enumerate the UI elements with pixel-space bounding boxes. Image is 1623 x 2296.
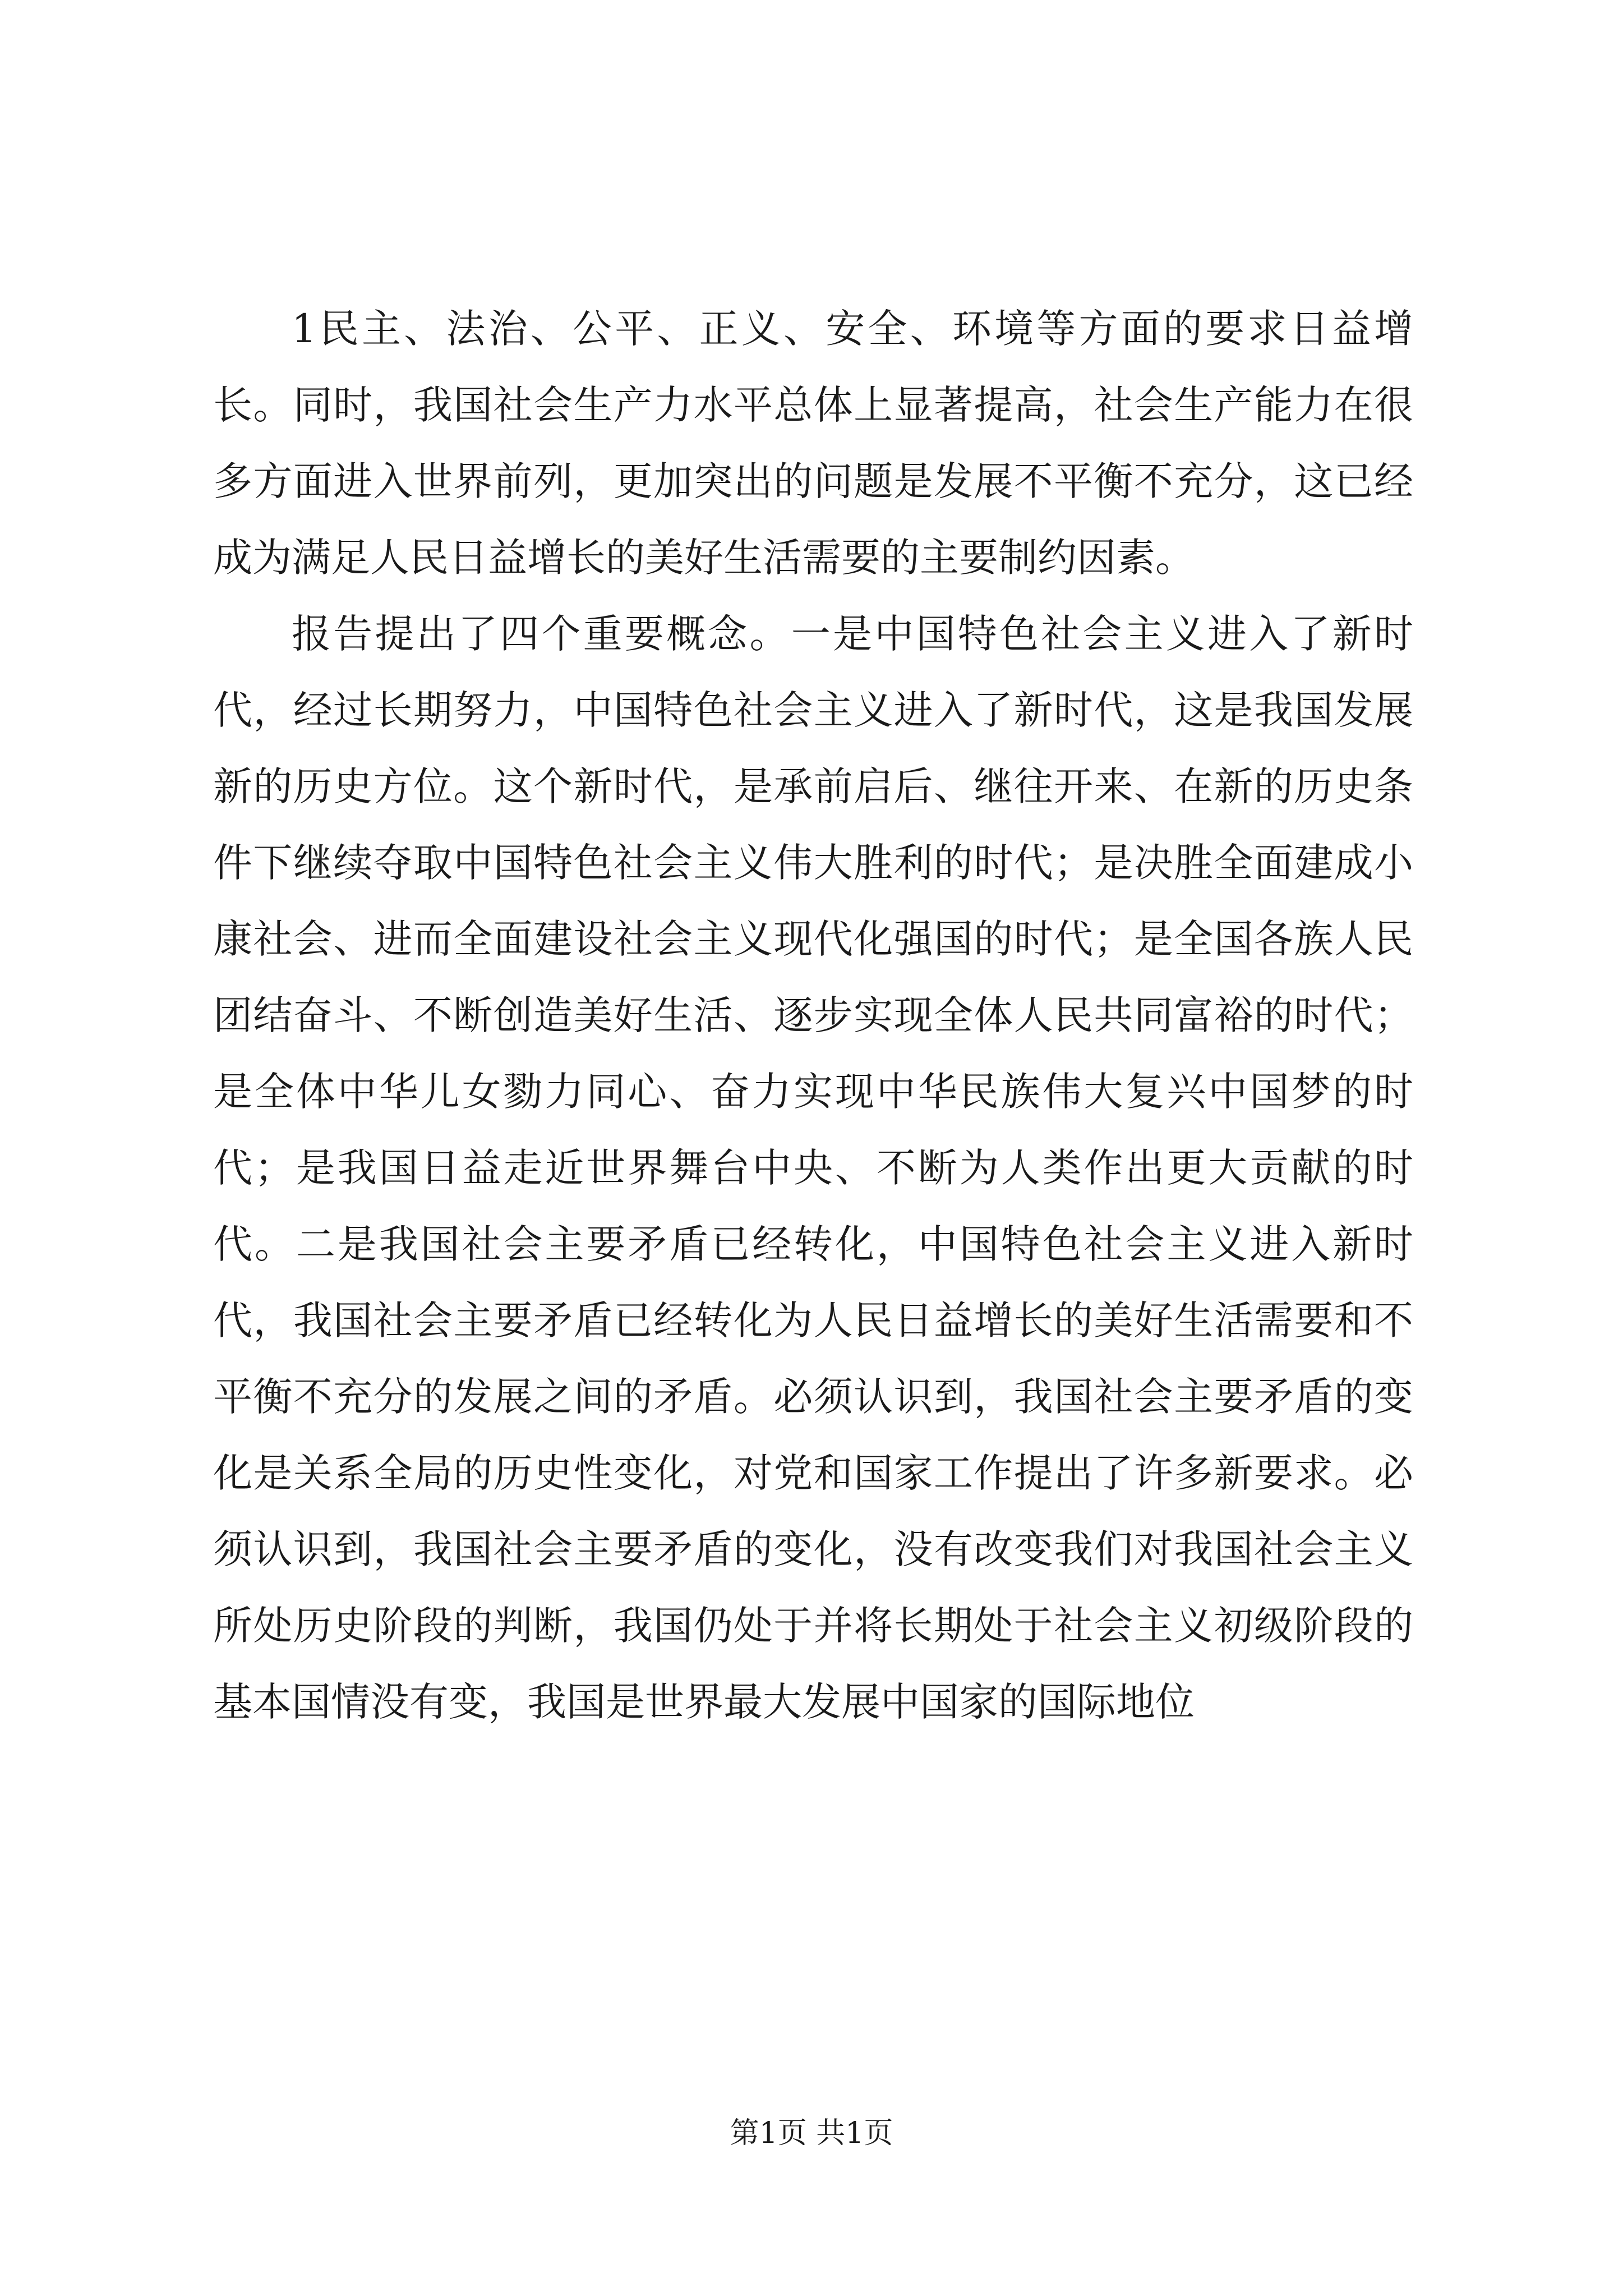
document-body xyxy=(213,291,1413,1740)
paragraph-1: 1民主、法治、公平、正义、安全、环境等方面的要求日益增长。同时，我国社会生产力水平总体上显著提高，社会生产能力在很多方面进入世界前列，更加突出的问题是发展不平衡不充分，这已经成为满足人民日益增长的美好生活需要的主要制约因素。 xyxy=(213,306,1413,581)
paragraph-2: 报告提出了四个重要概念。一是中国特色社会主义进入了新时代，经过长期努力，中国特色社会主义进入了新时代，这是我国发展新的历史方位。这个新时代，是承前启后、继往开来、在新的历史条件下继续夺取中国特色社会主义伟大胜利的时代；是决胜全面建成小康社会、进而全面建设社会主义现代化强国的时代；是全国各族人民团结奋斗、不断创造美好生活、逐步实现全体人民共同富裕的时代；是全体中华儿女勠力同心、奋力实现中华民族伟大复兴中国梦的时代；是我国日益走近世界舞台中央、不断为人类作出更大贡献的时代。二是我国社会主要矛盾已经转化，中国特色社会主义进入新时代，我国社会主要矛盾已经转化为人民日益增长的美好生活需要和不平衡不充分的发展之间的矛盾。必须认识到，我国社会主要矛盾的变化是关系全局的历史性变化，对党和国家工作提出了许多新要求。必须认识到，我国社会主要矛盾的变化，没有改变我们对我国社会主义所处历史阶段的判断，我国仍处于并将长期处于社会主义初级阶段的基本国情没有变，我国是世界最大发展中国家的国际地位 xyxy=(213,611,1413,1725)
page-footer: 第1页 共1页 xyxy=(730,2116,893,2150)
